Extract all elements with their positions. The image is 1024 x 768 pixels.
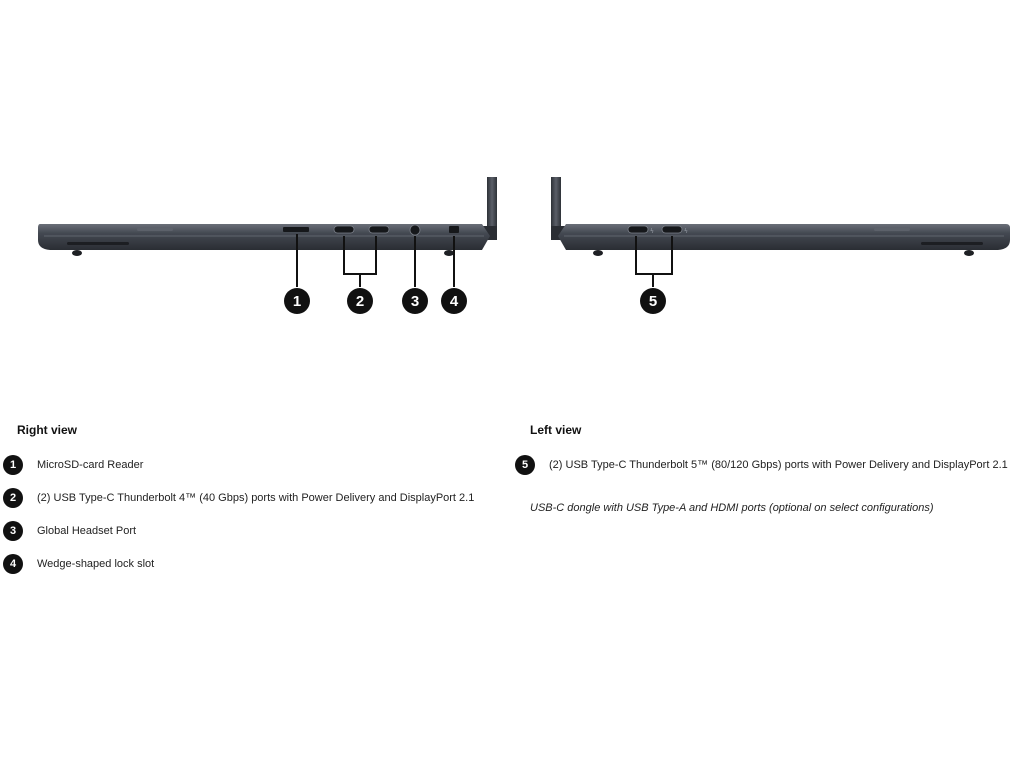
right-view-foot-right (444, 250, 454, 256)
headset-jack (410, 225, 420, 235)
legend-badge: 5 (515, 455, 535, 475)
lock-slot (449, 226, 459, 233)
legend-badge: 4 (3, 554, 23, 574)
callout-label: 1 (292, 293, 302, 310)
callout-label: 2 (355, 293, 365, 310)
legend-badge: 3 (3, 521, 23, 541)
right-view-chassis (38, 224, 490, 250)
microsd-slot (283, 227, 309, 232)
callout-2 (347, 288, 373, 314)
left-view-foot-right (964, 250, 974, 256)
callout-4 (441, 288, 467, 314)
left-view-laptop (551, 177, 1010, 314)
callout-label: 5 (648, 293, 658, 310)
right-view-foot-left (72, 250, 82, 256)
callout-label: 4 (449, 293, 459, 310)
legend-item-1 (3, 454, 143, 476)
legend-text: MicroSD-card Reader (37, 459, 144, 471)
legend-text: Global Headset Port (37, 525, 137, 537)
callout-label: 3 (410, 293, 420, 310)
legend-item-4 (3, 553, 154, 575)
usb-c-port-1 (334, 226, 354, 233)
right-view-laptop (38, 177, 497, 314)
thunderbolt-icon: ϟ (650, 228, 654, 235)
legend-text: Wedge-shaped lock slot (37, 558, 155, 570)
usb-c-port-2 (369, 226, 389, 233)
right-view-lid (487, 177, 497, 234)
left-view-title: Left view (530, 423, 582, 437)
left-view-lid (551, 177, 561, 234)
legend-item-3 (3, 520, 136, 542)
callout-3 (402, 288, 428, 314)
dongle-note: USB-C dongle with USB Type-A and HDMI ports (optional on select configurations) (530, 502, 934, 514)
thunderbolt-icon: ϟ (684, 228, 688, 235)
legend-text: (2) USB Type-C Thunderbolt 5™ (80/120 Gbps) ports with Power Delivery and DisplayPort 2.1 (549, 459, 1008, 471)
legend-badge: 2 (3, 488, 23, 508)
legend-text: (2) USB Type-C Thunderbolt 4™ (40 Gbps) ports with Power Delivery and DisplayPort 2.1 (37, 492, 475, 504)
right-view-vent (137, 228, 173, 231)
usb-c-tb5-port-1 (628, 226, 648, 233)
left-view-foot-left (593, 250, 603, 256)
callout-1 (284, 288, 310, 314)
legend-item-5 (515, 454, 1008, 476)
callout-5 (640, 288, 666, 314)
left-view-speaker-grille (921, 242, 983, 245)
left-view-chassis (558, 224, 1010, 250)
right-view-title: Right view (17, 423, 78, 437)
legend-badge: 1 (3, 455, 23, 475)
right-view-speaker-grille (67, 242, 129, 245)
legend-item-2 (3, 487, 474, 509)
usb-c-tb5-port-2 (662, 226, 682, 233)
left-view-vent (874, 228, 910, 231)
